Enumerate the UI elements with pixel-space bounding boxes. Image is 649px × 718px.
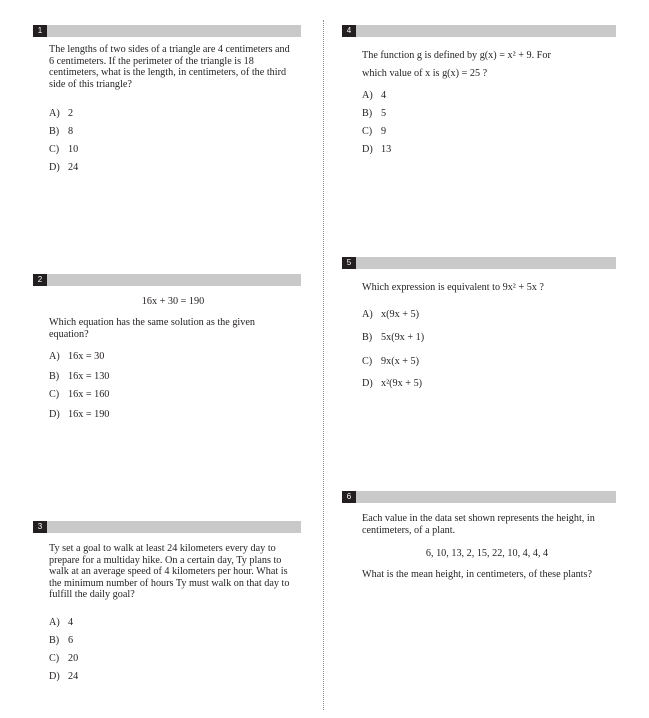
question-2-choice-a[interactable] <box>49 351 104 363</box>
question-2-choice-d[interactable] <box>49 409 109 421</box>
choice-letter: C) <box>49 144 60 155</box>
choice-text: 10 <box>68 144 79 155</box>
choice-text: 2 <box>68 108 74 119</box>
choice-letter: A) <box>49 617 60 628</box>
question-1-choice-a[interactable] <box>49 108 73 120</box>
question-6-data-set: 6, 10, 13, 2, 15, 22, 10, 4, 4, 4 <box>425 548 549 559</box>
question-1-choice-b[interactable] <box>49 126 73 138</box>
choice-text: 20 <box>68 653 79 664</box>
question-5-stem: Which expression is equivalent to 9x² + 5x ? <box>362 282 544 293</box>
question-4-number: 4 <box>342 25 356 37</box>
question-4-stem-line-2: which value of x is g(x) = 25 ? <box>362 67 488 79</box>
question-6-question: What is the mean height, in centimeters, of these plants? <box>362 569 592 580</box>
question-1-number: 1 <box>33 25 47 37</box>
question-1-choice-c[interactable] <box>49 144 78 156</box>
choice-letter: A) <box>49 351 60 362</box>
choice-letter: C) <box>362 356 373 367</box>
question-3-choice-a[interactable] <box>49 617 73 629</box>
question-5-choice-c[interactable] <box>362 356 419 368</box>
question-5-choice-d[interactable] <box>362 378 422 390</box>
question-3-number: 3 <box>33 521 47 533</box>
choice-text: 5 <box>381 108 387 119</box>
choice-letter: B) <box>49 635 60 646</box>
choice-letter: B) <box>362 108 373 119</box>
choice-text: 5x(9x + 1) <box>381 332 425 343</box>
choice-letter: D) <box>49 409 60 420</box>
question-3-stem: Ty set a goal to walk at least 24 kilometers every day to prepare for a multiday hike. On a certain day, Ty plans to walk at an average speed of 4 kilometers per hour. What is the minimum number of hours Ty must walk on that day to fulfill the daily goal? <box>49 543 290 601</box>
question-2-choice-c[interactable] <box>49 389 109 401</box>
question-6-header <box>342 491 616 503</box>
question-1-header <box>33 25 301 37</box>
question-3-choice-c[interactable] <box>49 653 78 665</box>
question-6-number: 6 <box>342 491 356 503</box>
question-1-stem <box>49 44 297 90</box>
column-divider <box>323 20 324 710</box>
choice-letter: B) <box>49 126 60 137</box>
choice-letter: C) <box>49 653 60 664</box>
question-4-choice-b[interactable] <box>362 108 386 120</box>
question-2-stem: Which equation has the same solution as the given equation? <box>49 317 255 340</box>
question-3-choice-d[interactable] <box>49 671 78 683</box>
choice-letter: B) <box>362 332 373 343</box>
choice-text: 4 <box>381 90 387 101</box>
question-3-choice-b[interactable] <box>49 635 73 647</box>
question-6-stem: Each value in the data set shown represents the height, in centimeters, of a plant. <box>362 513 595 536</box>
question-5-header <box>342 257 616 269</box>
question-4-choice-a[interactable] <box>362 90 386 102</box>
choice-text: 24 <box>68 162 79 173</box>
question-2-choice-b[interactable] <box>49 371 109 383</box>
choice-text: x²(9x + 5) <box>381 378 423 389</box>
choice-letter: A) <box>362 309 373 320</box>
choice-text: 16x = 30 <box>68 351 105 362</box>
choice-letter: D) <box>49 671 60 682</box>
question-4-choice-d[interactable] <box>362 144 391 156</box>
choice-text: 24 <box>68 671 79 682</box>
choice-text: 9 <box>381 126 387 137</box>
question-4-header <box>342 25 616 37</box>
question-2-number: 2 <box>33 274 47 286</box>
question-3-header <box>33 521 301 533</box>
choice-text: x(9x + 5) <box>381 309 419 320</box>
choice-text: 16x = 190 <box>68 409 110 420</box>
question-1-stem-text: The lengths of two sides of a triangle are 4 centimeters and 6 centimeters. If the perimeter of the triangle is 18 centimeters, what is the length, in centimeters, of the third side of this triangle? <box>49 44 290 90</box>
choice-letter: A) <box>362 90 373 101</box>
question-4-choice-c[interactable] <box>362 126 386 138</box>
question-5-choice-b[interactable] <box>362 332 424 344</box>
question-5-choice-a[interactable] <box>362 309 419 321</box>
choice-text: 13 <box>381 144 392 155</box>
choice-letter: D) <box>49 162 60 173</box>
choice-letter: C) <box>362 126 373 137</box>
choice-letter: A) <box>49 108 60 119</box>
choice-letter: D) <box>362 378 373 389</box>
question-2-equation: 16x + 30 = 190 <box>141 296 205 307</box>
choice-text: 16x = 130 <box>68 371 110 382</box>
choice-letter: B) <box>49 371 60 382</box>
question-4-stem-line-1: The function g is defined by g(x) = x² + 9. For <box>362 50 551 61</box>
question-2-header <box>33 274 301 286</box>
choice-text: 4 <box>68 617 74 628</box>
choice-letter: D) <box>362 144 373 155</box>
question-4-stem <box>362 50 612 79</box>
choice-text: 8 <box>68 126 74 137</box>
choice-text: 6 <box>68 635 74 646</box>
choice-text: 16x = 160 <box>68 389 110 400</box>
question-1-choice-d[interactable] <box>49 162 78 174</box>
choice-text: 9x(x + 5) <box>381 356 419 367</box>
question-5-number: 5 <box>342 257 356 269</box>
choice-letter: C) <box>49 389 60 400</box>
